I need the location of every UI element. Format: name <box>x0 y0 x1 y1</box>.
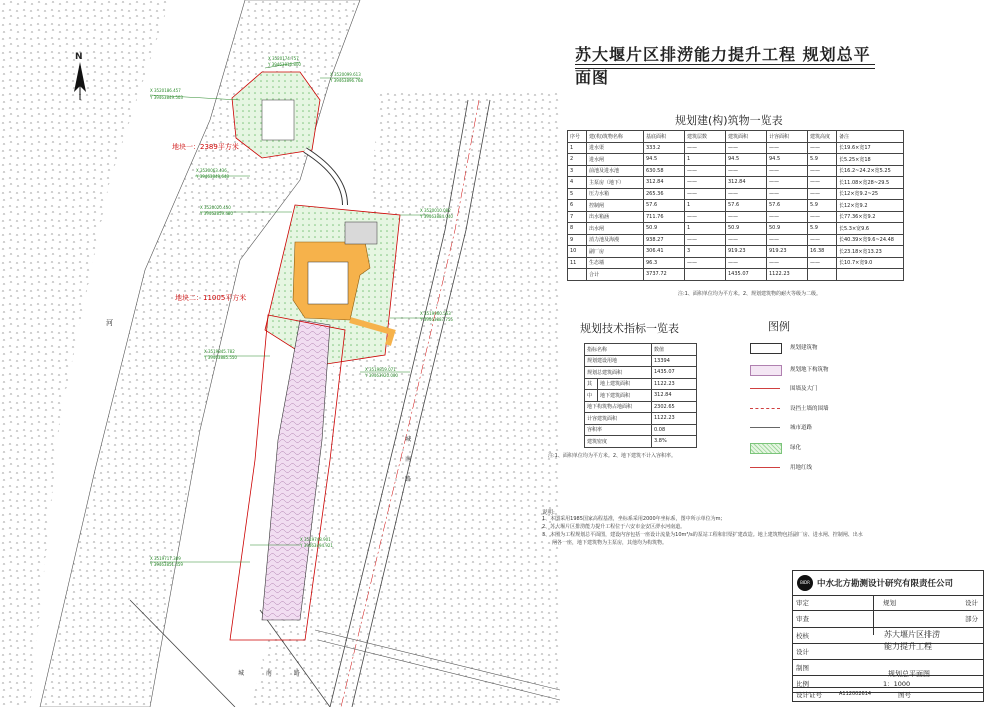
legend-swatch-boundary <box>750 467 780 468</box>
cert-label: 设计证号 <box>796 691 822 699</box>
notes-line: 闸各一座，地下建筑物为主泵房，其他均为构筑物。 <box>552 540 668 546</box>
table-cell: —— <box>685 211 726 223</box>
legend-label: 规划建筑物 <box>790 345 818 351</box>
table-row <box>585 401 697 413</box>
main-pump-house <box>308 262 348 304</box>
coord-label: X 3519845.782 <box>204 349 235 354</box>
title-block-right: 设计 <box>965 599 978 607</box>
title-block-label: 比例 <box>796 680 809 689</box>
indicators-table-title: 规划技术指标一览表 <box>580 322 679 335</box>
table-cell: 长10.7×宽9.0 <box>837 257 904 269</box>
legend-item-boundary <box>750 460 870 476</box>
table-cell: —— <box>726 142 767 154</box>
table-cell: 94.5 <box>726 154 767 166</box>
table-cell: 3 <box>568 165 587 177</box>
table-cell: 1 <box>685 223 726 235</box>
header-cell: 备注 <box>837 131 904 143</box>
header-cell: 指标名称 <box>585 344 652 356</box>
legend-swatch-wall <box>750 388 780 389</box>
table-cell: 主泵房（地下） <box>587 177 644 189</box>
table-row <box>568 165 904 177</box>
project-name-cell <box>873 595 954 678</box>
table-cell: 333.2 <box>644 142 685 154</box>
table-cell: 13394 <box>652 355 697 367</box>
coord-label: Y 39463885.550 <box>204 355 237 360</box>
table-cell: 5.9 <box>808 200 837 212</box>
title-block-label: 校核 <box>796 631 809 640</box>
table-cell: —— <box>685 142 726 154</box>
table-row <box>568 142 904 154</box>
table-cell: —— <box>726 211 767 223</box>
table-cell <box>568 269 587 281</box>
table-cell: 生态墙 <box>587 257 644 269</box>
title-block-header <box>793 571 983 596</box>
table-cell: —— <box>685 257 726 269</box>
legend-label: 规划地下构筑物 <box>790 367 829 373</box>
title-block-label: 设计 <box>796 647 809 656</box>
table-cell: 3 <box>685 246 726 258</box>
table-cell: 出水闸 <box>587 223 644 235</box>
table-cell: 压力水箱 <box>587 188 644 200</box>
road-label-bottom: 城 南 路 <box>238 670 310 677</box>
table-cell: —— <box>808 234 837 246</box>
legend-item-building <box>750 340 870 356</box>
coord-label: X 3520010.082 <box>420 208 451 213</box>
table-cell: 5.9 <box>808 154 837 166</box>
table-cell: 711.76 <box>644 211 685 223</box>
table-cell: 规划总建筑面积 <box>585 367 652 379</box>
plot1-structure <box>262 100 294 140</box>
project-name-1: 苏大堰片区排涝 <box>884 630 940 639</box>
table-cell: 7 <box>568 211 587 223</box>
table-cell: 长40.39×宽9.6~24.48 <box>837 234 904 246</box>
table-cell: 312.84 <box>652 390 697 402</box>
table-cell: —— <box>685 234 726 246</box>
table-row <box>585 355 697 367</box>
coord-label: Y 39463851.459 <box>150 562 183 567</box>
table-row <box>585 378 697 390</box>
legend-label: 用地红线 <box>790 465 813 471</box>
table-cell: —— <box>808 165 837 177</box>
legend-item-wall-gate <box>750 381 870 397</box>
table-cell: 长77.36×宽9.2 <box>837 211 904 223</box>
table-cell: —— <box>767 177 808 189</box>
plot1-label: 地块一：2389平方米 <box>172 143 239 151</box>
table-cell: 消力池及海漫 <box>587 234 644 246</box>
buildings-table-body <box>568 142 904 280</box>
table-cell: 16.38 <box>808 246 837 258</box>
table-row <box>585 367 697 379</box>
coord-label: Y 39463849.503 <box>150 95 183 100</box>
cert-row <box>793 687 983 702</box>
table-row <box>568 188 904 200</box>
coord-label: X 3520063.436 <box>196 168 227 173</box>
coord-label: Y 39463896.768 <box>330 78 363 83</box>
coord-label: Y 39463859.480 <box>200 211 233 216</box>
table-cell: 长16.2~24.2×宽5.25 <box>837 165 904 177</box>
table-cell: 10 <box>568 246 587 258</box>
table-cell: —— <box>808 211 837 223</box>
table-cell: 1435.07 <box>726 269 767 281</box>
road-label-vertical: 城 南 路 <box>405 436 412 483</box>
table-cell: 57.6 <box>726 200 767 212</box>
table-cell: 94.5 <box>644 154 685 166</box>
table-cell: 265.36 <box>644 188 685 200</box>
table-cell: 2 <box>568 154 587 166</box>
project-name-2: 能力提升工程 <box>884 642 932 651</box>
table-cell: 地上建筑面积 <box>598 378 652 390</box>
cert-number: A112002614 <box>839 691 872 697</box>
legend-label: 城市道路 <box>790 425 813 431</box>
table-row <box>585 390 697 402</box>
table-cell: 控制闸 <box>587 200 644 212</box>
table-cell: —— <box>767 188 808 200</box>
title-underline <box>575 64 875 69</box>
table-cell: 50.9 <box>644 223 685 235</box>
table-cell <box>685 269 726 281</box>
title-block-mid: 规划 <box>883 599 896 607</box>
table-cell: 长5.3×宽9.6 <box>837 223 904 235</box>
coord-label: X 3520186.457 <box>150 88 181 93</box>
coord-label: Y 39463849.648 <box>196 174 229 179</box>
company-name: 中水北方勘测设计研究有限责任公司 <box>817 579 954 589</box>
header-cell: 建筑面积 <box>726 131 767 143</box>
title-block <box>792 570 984 702</box>
table-cell: 规划建设用地 <box>585 355 652 367</box>
indicators-table-header <box>585 344 697 356</box>
table-row <box>568 246 904 258</box>
title-block-mid: 1：1000 <box>883 680 911 689</box>
legend-label: 设挡土墙的围墙 <box>790 406 829 412</box>
coord-label: X 3519960.563 <box>420 311 451 316</box>
table-cell: 1 <box>568 142 587 154</box>
coord-label: X 3520020.450 <box>200 205 231 210</box>
table-cell: 9 <box>568 234 587 246</box>
table-row <box>568 177 904 189</box>
table-cell: 中 <box>585 390 598 402</box>
legend-swatch-greenery <box>750 443 782 454</box>
table-cell: 出水箱涵 <box>587 211 644 223</box>
notes-heading: 说明: <box>542 510 555 516</box>
legend-item-underground <box>750 362 870 378</box>
table-row <box>568 154 904 166</box>
table-cell: 11 <box>568 257 587 269</box>
table-cell: 长19.6×宽17 <box>837 142 904 154</box>
drawing-name: 规划总平面图 <box>888 670 930 678</box>
table-cell: 3.8% <box>652 436 697 448</box>
table-row <box>568 269 904 281</box>
table-cell: —— <box>767 211 808 223</box>
table-cell: 其 <box>585 378 598 390</box>
header-cell: 建筑层数 <box>685 131 726 143</box>
table-cell: 94.5 <box>767 154 808 166</box>
table-cell: 长5.25×宽18 <box>837 154 904 166</box>
legend-label: 绿化 <box>790 445 802 451</box>
legend-title: 图例 <box>768 320 790 333</box>
table-cell: 长12×宽9.2~25 <box>837 188 904 200</box>
table-cell: 50.9 <box>767 223 808 235</box>
table-cell: 938.27 <box>644 234 685 246</box>
table-cell: —— <box>726 165 767 177</box>
table-cell: 312.84 <box>726 177 767 189</box>
table-cell: —— <box>685 188 726 200</box>
table-row <box>568 223 904 235</box>
table-cell: —— <box>767 142 808 154</box>
coord-label: X 3520174.757 <box>268 56 299 61</box>
coord-label: X 3520099.613 <box>330 72 361 77</box>
table-cell: —— <box>685 165 726 177</box>
table-row <box>585 413 697 425</box>
table-cell: 地下构筑物占地面积 <box>585 401 652 413</box>
table-cell: —— <box>808 177 837 189</box>
aux-plant <box>345 222 377 244</box>
legend-item-greenery <box>750 440 870 456</box>
table-cell: 5 <box>568 188 587 200</box>
table-row <box>585 424 697 436</box>
table-cell: —— <box>726 188 767 200</box>
indicators-table-body <box>585 355 697 447</box>
table-cell: 96.3 <box>644 257 685 269</box>
inlet-canal <box>305 150 345 205</box>
title-block-right: 部分 <box>965 615 978 624</box>
table-cell: 长12×宽9.2 <box>837 200 904 212</box>
table-cell: 前池及进水池 <box>587 165 644 177</box>
table-cell: 长23.18×宽13.23 <box>837 246 904 258</box>
table-cell: —— <box>808 257 837 269</box>
table-cell: 1122.23 <box>652 378 697 390</box>
header-cell: 建(构)筑物名称 <box>587 131 644 143</box>
table-cell: 进水闸 <box>587 154 644 166</box>
table-cell: 长11.08×宽28~29.5 <box>837 177 904 189</box>
header-cell: 序号 <box>568 131 587 143</box>
north-arrow-icon <box>70 62 90 100</box>
coord-label: X 3519748.901 <box>300 537 331 542</box>
table-cell: —— <box>808 188 837 200</box>
buildings-table-header <box>568 131 904 143</box>
coord-label: Y 39463894.921 <box>300 543 333 548</box>
table-cell: 1435.07 <box>652 367 697 379</box>
legend-swatch-retaining <box>750 408 780 409</box>
table-cell: —— <box>685 177 726 189</box>
table-cell: 3737.72 <box>644 269 685 281</box>
indicators-table-note: 注:1、面积单位均为平方米。2、地下建筑不计入容积率。 <box>548 453 677 459</box>
table-cell: 1 <box>685 154 726 166</box>
table-cell <box>808 269 837 281</box>
river-label: 河 <box>106 319 113 327</box>
legend-swatch-road <box>750 427 780 428</box>
table-cell: 建筑密度 <box>585 436 652 448</box>
table-cell: 5.9 <box>808 223 837 235</box>
coord-label: Y 39463920.000 <box>365 373 398 378</box>
coord-label: Y 39463816.800 <box>268 62 301 67</box>
notes-line: 3、本图为工程规划总平面图，建设内容包括一座设计流量为10m³/s的泵站工程和旧渠扩建改造。地上建筑物包括副厂房、进水闸、控制闸、出水 <box>542 532 863 538</box>
table-row <box>568 211 904 223</box>
drawing-no-label: 图号 <box>898 691 911 699</box>
header-cell: 基底面积 <box>644 131 685 143</box>
notes-line: 2、苏大堰片区排涝能力提升工程位于六安市金安区淠水河南道。 <box>542 524 686 530</box>
logo-text: BIDR <box>800 580 810 585</box>
company-logo-icon <box>797 575 813 591</box>
drawing-title: 苏大堰片区排涝能力提升工程 规划总平面图 <box>575 45 871 87</box>
table-row <box>568 200 904 212</box>
table-cell: 57.6 <box>644 200 685 212</box>
table-cell: —— <box>767 165 808 177</box>
north-label: N <box>75 52 83 62</box>
header-cell: 建筑高度 <box>808 131 837 143</box>
table-row <box>568 234 904 246</box>
table-cell: —— <box>726 257 767 269</box>
table-cell: 副厂房 <box>587 246 644 258</box>
buildings-table <box>567 130 904 281</box>
table-cell: 50.9 <box>726 223 767 235</box>
legend-item-retaining-wall <box>750 401 870 417</box>
coord-label: Y 39463884.040 <box>420 214 453 219</box>
table-cell: —— <box>726 234 767 246</box>
title-block-label: 审查 <box>796 615 809 624</box>
table-cell: 1 <box>685 200 726 212</box>
table-cell: 6 <box>568 200 587 212</box>
legend-item-road <box>750 420 870 436</box>
table-cell: 1122.23 <box>767 269 808 281</box>
table-cell: —— <box>767 257 808 269</box>
table-cell: 630.58 <box>644 165 685 177</box>
table-row <box>585 436 697 448</box>
table-cell: 1122.23 <box>652 413 697 425</box>
title-block-label: 审定 <box>796 599 809 607</box>
table-cell: 进水渠 <box>587 142 644 154</box>
table-cell <box>837 269 904 281</box>
coord-label: Y 39463887.755 <box>420 317 453 322</box>
table-cell: 4 <box>568 177 587 189</box>
table-cell: 0.08 <box>652 424 697 436</box>
notes-line: 1、本图采用1985国家高程基准，坐标系采用2000年坐标系，图中所示单位为m; <box>542 516 723 522</box>
table-cell: 8 <box>568 223 587 235</box>
table-cell: 919.23 <box>726 246 767 258</box>
indicators-table <box>584 343 697 448</box>
table-cell: —— <box>808 142 837 154</box>
legend-swatch-underground <box>750 365 782 376</box>
coord-label: X 3519819.071 <box>365 367 396 372</box>
table-cell: 919.23 <box>767 246 808 258</box>
header-cell: 计容面积 <box>767 131 808 143</box>
table-cell: 306.41 <box>644 246 685 258</box>
table-cell: 地下建筑面积 <box>598 390 652 402</box>
table-cell: 57.6 <box>767 200 808 212</box>
north-arrow <box>70 52 90 102</box>
table-cell: 2302.65 <box>652 401 697 413</box>
plot2-label: 地块二：11005平方米 <box>175 294 247 302</box>
table-cell: 容积率 <box>585 424 652 436</box>
table-cell: 合计 <box>587 269 644 281</box>
buildings-table-note: 注:1、面积单位均为平方米。2、规划建筑物的耐火等级为二级。 <box>678 291 822 297</box>
coord-label: X 3519717.389 <box>150 556 181 561</box>
buildings-table-title: 规划建(构)筑物一览表 <box>675 114 783 127</box>
title-block-label: 制图 <box>796 664 809 673</box>
table-row <box>568 257 904 269</box>
table-cell: —— <box>767 234 808 246</box>
header-cell: 数值 <box>652 344 697 356</box>
legend-label: 围墙及大门 <box>790 386 818 392</box>
table-cell: 312.84 <box>644 177 685 189</box>
table-cell: 计容建筑面积 <box>585 413 652 425</box>
legend-swatch-building <box>750 343 782 354</box>
